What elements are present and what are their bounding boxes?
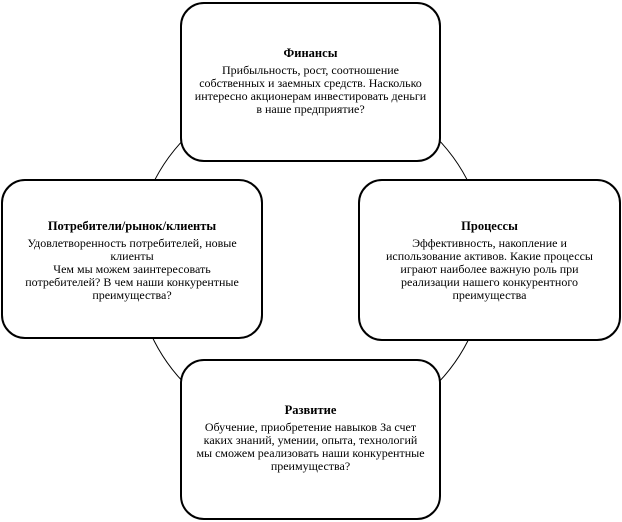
clients-title: Потребители/рынок/клиенты bbox=[47, 219, 217, 233]
process-box bbox=[358, 179, 621, 341]
clients-box bbox=[1, 179, 263, 339]
finance-text: Прибыльность, рост, соотношение собственных и заемных средств. Насколько интересно акционерам инвестировать деньги в наше предприятие? bbox=[194, 63, 427, 116]
finance-title: Финансы bbox=[283, 46, 338, 60]
growth-text: Обучение, приобретение навыков За счет каких знаний, умении, опыта, технологий мы сможем реализовать наши конкурентные преимущества? bbox=[196, 420, 425, 473]
growth-box bbox=[180, 359, 441, 520]
process-text: Эффективность, накопление и использование активов. Какие процессы играют наиболее важную роль при реализации нашего конкурентного преимущества bbox=[386, 236, 593, 302]
growth-title: Развитие bbox=[284, 403, 337, 417]
process-title: Процессы bbox=[461, 219, 518, 233]
finance-box bbox=[180, 2, 441, 162]
clients-text: Удовлетворенность потребителей, новые клиенты Чем мы можем заинтересовать потребителей? В чем наши конкурентные преимущества? bbox=[25, 236, 239, 302]
